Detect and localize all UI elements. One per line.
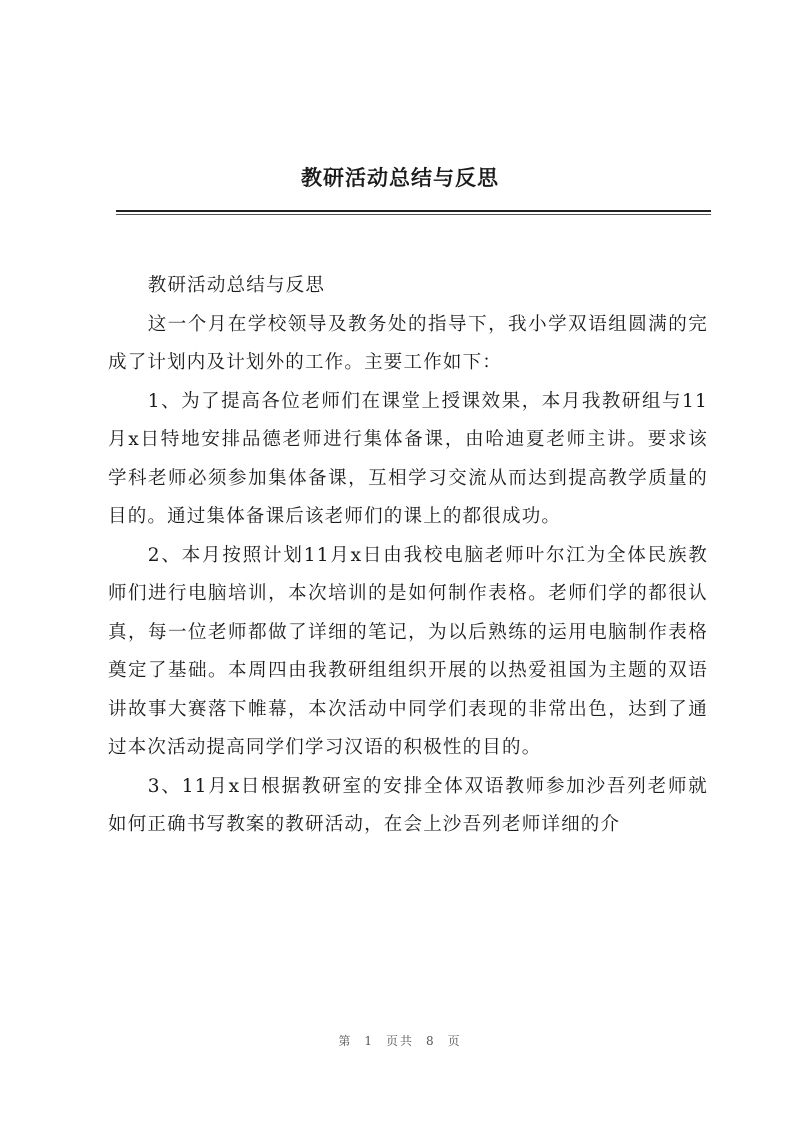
paragraph-item-3: 3、11月x日根据教研室的安排全体双语教师参加沙吾列老师就如何正确书写教案的教研活动，在会上沙吾列老师详细的介 xyxy=(108,775,708,835)
paragraph-item-2: 2、本月按照计划11月x日由我校电脑老师叶尔江为全体民族教师们进行电脑培训，本次培训的是如何制作表格。老师们学的都很认真，每一位老师都做了详细的笔记，为以后熟练的运用电脑制作表格奠定了基础。本周四由我教研组组织开展的以热爱祖国为主题的双语讲故事大赛落下帷幕，本次活动中同学们表现的非常出色，达到了通过本次活动提高同学们学习汉语的积极性的目的。 xyxy=(108,544,708,758)
footer-prefix: 第 xyxy=(338,1034,353,1048)
title-divider-thin xyxy=(116,214,711,215)
footer-suffix: 页 xyxy=(447,1034,462,1048)
footer-current-page: 1 xyxy=(364,1034,374,1048)
page-footer xyxy=(0,1032,800,1049)
page-title: 教研活动总结与反思 xyxy=(301,165,499,190)
document-body xyxy=(108,267,708,845)
footer-total-pages: 8 xyxy=(426,1034,436,1048)
paragraph-heading: 教研活动总结与反思 xyxy=(147,275,326,296)
paragraph-item-1: 1、为了提高各位老师们在课堂上授课效果，本月我教研组与11月x日特地安排品德老师进行集体备课，由哈迪夏老师主讲。要求该学科老师必须参加集体备课，互相学习交流从而达到提高教学质量的目的。通过集体备课后该老师们的课上的都很成功。 xyxy=(108,390,708,527)
paragraph-intro: 这一个月在学校领导及教务处的指导下，我小学双语组圆满的完成了计划内及计划外的工作。主要工作如下： xyxy=(108,313,708,373)
title-divider xyxy=(116,210,711,212)
footer-middle: 页共 xyxy=(385,1034,414,1048)
